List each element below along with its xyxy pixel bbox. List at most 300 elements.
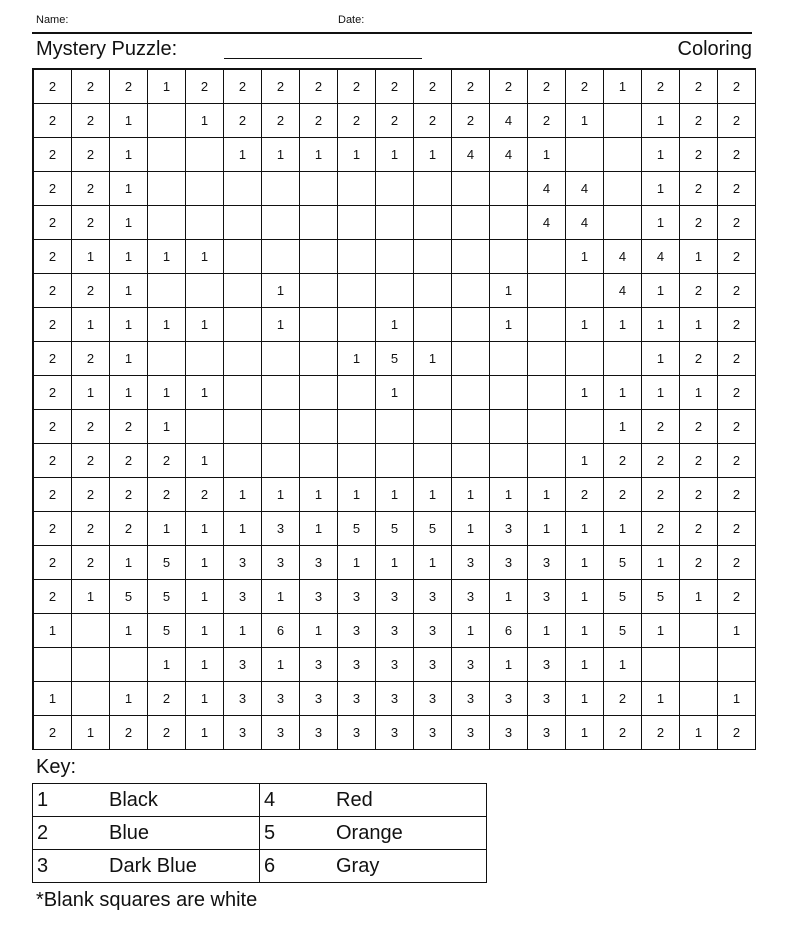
color-key-table xyxy=(32,783,487,883)
grid-cell: 2 xyxy=(34,172,72,206)
grid-cell: 1 xyxy=(642,172,680,206)
grid-cell xyxy=(566,138,604,172)
grid-cell xyxy=(262,206,300,240)
grid-cell: 1 xyxy=(376,308,414,342)
grid-cell: 3 xyxy=(414,682,452,716)
grid-cell: 1 xyxy=(186,546,224,580)
grid-cell: 1 xyxy=(72,308,110,342)
date-label: Date: xyxy=(338,14,365,26)
grid-cell xyxy=(528,376,566,410)
grid-cell: 2 xyxy=(718,478,756,512)
grid-cell: 3 xyxy=(224,580,262,614)
grid-cell xyxy=(224,376,262,410)
grid-cell xyxy=(414,444,452,478)
grid-cell: 2 xyxy=(718,206,756,240)
grid-cell xyxy=(414,206,452,240)
grid-cell: 2 xyxy=(34,206,72,240)
grid-cell: 1 xyxy=(642,614,680,648)
key-number: 2 xyxy=(33,817,110,850)
key-label: Key: xyxy=(36,756,77,778)
grid-cell: 4 xyxy=(490,104,528,138)
grid-cell xyxy=(490,240,528,274)
grid-cell: 2 xyxy=(110,512,148,546)
grid-cell xyxy=(224,308,262,342)
grid-cell: 2 xyxy=(110,478,148,512)
grid-cell: 1 xyxy=(642,342,680,376)
grid-cell: 3 xyxy=(414,716,452,750)
grid-cell: 3 xyxy=(490,512,528,546)
grid-cell: 2 xyxy=(72,512,110,546)
grid-cell: 1 xyxy=(680,376,718,410)
key-row xyxy=(33,817,487,850)
key-row xyxy=(33,850,487,883)
key-number: 4 xyxy=(260,784,337,817)
grid-cell xyxy=(604,104,642,138)
grid-cell: 3 xyxy=(338,716,376,750)
grid-cell: 1 xyxy=(452,478,490,512)
grid-cell xyxy=(224,240,262,274)
grid-cell: 1 xyxy=(224,478,262,512)
grid-cell: 2 xyxy=(680,444,718,478)
grid-cell: 2 xyxy=(34,376,72,410)
grid-cell xyxy=(528,308,566,342)
grid-cell: 5 xyxy=(148,546,186,580)
title-row xyxy=(32,38,752,64)
grid-cell: 1 xyxy=(224,614,262,648)
grid-cell xyxy=(300,172,338,206)
grid-cell xyxy=(376,240,414,274)
grid-cell: 2 xyxy=(452,104,490,138)
grid-cell xyxy=(490,206,528,240)
grid-cell: 1 xyxy=(528,138,566,172)
grid-cell: 2 xyxy=(642,512,680,546)
grid-cell: 2 xyxy=(642,70,680,104)
grid-cell xyxy=(224,410,262,444)
grid-cell xyxy=(604,206,642,240)
grid-cell: 1 xyxy=(148,308,186,342)
grid-cell: 3 xyxy=(452,716,490,750)
grid-cell xyxy=(528,410,566,444)
grid-cell xyxy=(186,206,224,240)
grid-cell xyxy=(300,206,338,240)
grid-cell xyxy=(338,172,376,206)
grid-cell xyxy=(338,444,376,478)
grid-cell: 2 xyxy=(718,716,756,750)
grid-cell xyxy=(680,614,718,648)
grid-cell: 2 xyxy=(680,70,718,104)
grid-cell: 1 xyxy=(642,308,680,342)
grid-cell: 1 xyxy=(604,70,642,104)
key-number: 1 xyxy=(33,784,110,817)
grid-cell xyxy=(490,410,528,444)
grid-cell: 1 xyxy=(186,580,224,614)
grid-cell: 1 xyxy=(300,512,338,546)
number-grid xyxy=(32,68,756,750)
grid-cell xyxy=(376,172,414,206)
grid-cell: 2 xyxy=(718,512,756,546)
grid-cell: 2 xyxy=(300,104,338,138)
grid-cell: 4 xyxy=(490,138,528,172)
grid-cell: 1 xyxy=(452,512,490,546)
grid-cell: 1 xyxy=(110,274,148,308)
grid-cell: 1 xyxy=(718,614,756,648)
grid-cell: 1 xyxy=(148,512,186,546)
grid-cell: 3 xyxy=(528,546,566,580)
grid-cell: 1 xyxy=(718,682,756,716)
grid-cell: 3 xyxy=(224,648,262,682)
grid-cell: 2 xyxy=(414,70,452,104)
name-label: Name: xyxy=(36,14,69,26)
grid-cell xyxy=(148,206,186,240)
grid-cell: 3 xyxy=(452,648,490,682)
grid-cell: 2 xyxy=(300,70,338,104)
grid-cell: 2 xyxy=(604,444,642,478)
grid-cell: 2 xyxy=(148,478,186,512)
grid-cell xyxy=(186,138,224,172)
grid-cell: 1 xyxy=(452,614,490,648)
grid-cell: 2 xyxy=(680,342,718,376)
grid-cell xyxy=(528,240,566,274)
grid-cell: 2 xyxy=(718,240,756,274)
grid-cell: 5 xyxy=(414,512,452,546)
key-color-name: Blue xyxy=(109,817,260,850)
grid-cell: 1 xyxy=(338,546,376,580)
grid-cell: 2 xyxy=(34,104,72,138)
grid-cell: 1 xyxy=(566,682,604,716)
grid-cell: 5 xyxy=(148,580,186,614)
grid-cell: 4 xyxy=(566,172,604,206)
grid-cell xyxy=(338,410,376,444)
grid-cell: 1 xyxy=(148,410,186,444)
grid-cell: 2 xyxy=(566,478,604,512)
grid-cell: 2 xyxy=(680,172,718,206)
grid-cell xyxy=(528,444,566,478)
grid-cell xyxy=(110,648,148,682)
grid-cell: 2 xyxy=(224,70,262,104)
grid-cell: 1 xyxy=(262,648,300,682)
grid-cell xyxy=(300,240,338,274)
grid-cell xyxy=(604,172,642,206)
grid-cell: 3 xyxy=(376,614,414,648)
grid-cell: 1 xyxy=(110,546,148,580)
grid-cell: 2 xyxy=(148,716,186,750)
grid-cell xyxy=(148,104,186,138)
grid-cell: 1 xyxy=(34,682,72,716)
grid-cell: 2 xyxy=(718,546,756,580)
grid-cell: 2 xyxy=(718,580,756,614)
grid-cell: 2 xyxy=(604,716,642,750)
grid-cell: 1 xyxy=(642,206,680,240)
key-color-name: Gray xyxy=(336,850,487,883)
grid-cell: 4 xyxy=(604,240,642,274)
grid-cell: 3 xyxy=(262,682,300,716)
grid-cell: 1 xyxy=(566,716,604,750)
grid-cell: 2 xyxy=(642,444,680,478)
grid-cell: 1 xyxy=(110,342,148,376)
grid-cell: 2 xyxy=(642,410,680,444)
grid-cell: 4 xyxy=(604,274,642,308)
grid-cell: 2 xyxy=(528,70,566,104)
grid-cell: 2 xyxy=(414,104,452,138)
grid-cell xyxy=(338,376,376,410)
grid-cell xyxy=(262,444,300,478)
grid-cell: 2 xyxy=(718,104,756,138)
grid-cell: 1 xyxy=(566,240,604,274)
grid-cell: 1 xyxy=(490,648,528,682)
grid-cell: 1 xyxy=(110,104,148,138)
grid-cell: 3 xyxy=(490,716,528,750)
grid-cell: 3 xyxy=(528,580,566,614)
grid-cell xyxy=(148,342,186,376)
grid-cell: 2 xyxy=(718,70,756,104)
grid-cell: 2 xyxy=(452,70,490,104)
grid-cell: 2 xyxy=(34,138,72,172)
grid-cell: 1 xyxy=(566,308,604,342)
grid-cell: 2 xyxy=(718,444,756,478)
grid-cell: 1 xyxy=(72,716,110,750)
grid-cell: 1 xyxy=(34,614,72,648)
grid-cell: 2 xyxy=(34,716,72,750)
grid-cell xyxy=(414,308,452,342)
grid-cell: 1 xyxy=(528,512,566,546)
grid-cell xyxy=(72,682,110,716)
grid-cell: 3 xyxy=(452,682,490,716)
title-blank-line xyxy=(224,58,422,59)
grid-cell: 1 xyxy=(72,376,110,410)
grid-cell: 1 xyxy=(262,138,300,172)
grid-cell: 2 xyxy=(110,716,148,750)
grid-cell: 2 xyxy=(262,104,300,138)
grid-cell: 1 xyxy=(110,206,148,240)
key-number: 6 xyxy=(260,850,337,883)
grid-cell: 1 xyxy=(566,444,604,478)
grid-cell xyxy=(414,376,452,410)
grid-cell: 1 xyxy=(604,376,642,410)
grid-cell xyxy=(72,614,110,648)
grid-cell xyxy=(376,444,414,478)
grid-cell: 1 xyxy=(642,682,680,716)
grid-cell: 4 xyxy=(642,240,680,274)
grid-cell: 1 xyxy=(642,376,680,410)
grid-cell: 2 xyxy=(680,206,718,240)
grid-cell: 1 xyxy=(110,138,148,172)
grid-cell: 1 xyxy=(566,614,604,648)
grid-cell: 1 xyxy=(680,716,718,750)
grid-cell: 3 xyxy=(338,682,376,716)
grid-cell xyxy=(566,274,604,308)
grid-cell: 2 xyxy=(34,512,72,546)
grid-cell: 2 xyxy=(490,70,528,104)
grid-cell xyxy=(376,274,414,308)
grid-cell: 2 xyxy=(718,342,756,376)
grid-cell: 2 xyxy=(528,104,566,138)
grid-cell: 5 xyxy=(148,614,186,648)
grid-cell xyxy=(452,274,490,308)
grid-cell: 2 xyxy=(680,546,718,580)
grid-cell xyxy=(680,648,718,682)
grid-cell: 1 xyxy=(72,580,110,614)
grid-cell: 1 xyxy=(490,478,528,512)
grid-cell: 3 xyxy=(338,648,376,682)
grid-cell: 1 xyxy=(528,478,566,512)
grid-cell: 1 xyxy=(110,240,148,274)
grid-cell: 1 xyxy=(262,478,300,512)
grid-cell: 1 xyxy=(680,580,718,614)
grid-cell: 1 xyxy=(490,308,528,342)
grid-cell: 1 xyxy=(414,138,452,172)
grid-cell xyxy=(414,172,452,206)
grid-cell: 1 xyxy=(604,648,642,682)
grid-cell: 2 xyxy=(680,478,718,512)
grid-cell: 3 xyxy=(224,682,262,716)
grid-cell: 2 xyxy=(34,580,72,614)
grid-cell: 3 xyxy=(262,546,300,580)
grid-cell: 1 xyxy=(376,478,414,512)
grid-cell: 2 xyxy=(262,70,300,104)
grid-cell: 2 xyxy=(34,274,72,308)
grid-cell: 1 xyxy=(414,342,452,376)
grid-cell: 1 xyxy=(110,614,148,648)
grid-cell: 3 xyxy=(414,614,452,648)
grid-cell xyxy=(338,240,376,274)
grid-cell: 2 xyxy=(72,206,110,240)
grid-cell: 1 xyxy=(186,614,224,648)
grid-cell: 5 xyxy=(376,342,414,376)
key-color-name: Black xyxy=(109,784,260,817)
grid-cell: 2 xyxy=(72,410,110,444)
grid-cell xyxy=(376,410,414,444)
key-number: 5 xyxy=(260,817,337,850)
grid-cell: 4 xyxy=(528,206,566,240)
grid-cell: 1 xyxy=(604,410,642,444)
grid-cell: 1 xyxy=(566,104,604,138)
grid-cell: 1 xyxy=(490,274,528,308)
grid-cell: 5 xyxy=(604,614,642,648)
grid-cell xyxy=(34,648,72,682)
grid-cell: 2 xyxy=(72,138,110,172)
grid-cell: 3 xyxy=(300,546,338,580)
grid-cell: 3 xyxy=(528,648,566,682)
grid-cell: 1 xyxy=(680,308,718,342)
grid-cell: 1 xyxy=(186,682,224,716)
grid-cell: 3 xyxy=(376,580,414,614)
grid-cell: 2 xyxy=(642,716,680,750)
grid-cell: 2 xyxy=(376,70,414,104)
grid-cell xyxy=(680,682,718,716)
grid-cell: 2 xyxy=(34,70,72,104)
grid-cell: 2 xyxy=(680,138,718,172)
grid-cell: 2 xyxy=(34,478,72,512)
grid-cell xyxy=(528,274,566,308)
grid-cell: 3 xyxy=(414,648,452,682)
grid-cell: 1 xyxy=(186,308,224,342)
grid-cell: 3 xyxy=(300,648,338,682)
grid-cell: 3 xyxy=(300,580,338,614)
grid-cell xyxy=(262,376,300,410)
grid-cell: 1 xyxy=(642,104,680,138)
grid-cell: 3 xyxy=(528,716,566,750)
grid-cell: 3 xyxy=(414,580,452,614)
grid-cell: 3 xyxy=(224,546,262,580)
grid-cell: 5 xyxy=(110,580,148,614)
grid-cell: 4 xyxy=(528,172,566,206)
grid-cell: 5 xyxy=(604,546,642,580)
grid-cell: 2 xyxy=(718,410,756,444)
grid-cell: 2 xyxy=(72,172,110,206)
grid-cell xyxy=(338,308,376,342)
grid-cell: 4 xyxy=(452,138,490,172)
grid-cell: 3 xyxy=(338,614,376,648)
grid-cell xyxy=(300,444,338,478)
key-color-name: Red xyxy=(336,784,487,817)
grid-cell: 1 xyxy=(528,614,566,648)
grid-cell xyxy=(300,308,338,342)
grid-cell: 1 xyxy=(338,342,376,376)
grid-cell: 1 xyxy=(642,546,680,580)
grid-cell xyxy=(642,648,680,682)
grid-cell: 5 xyxy=(338,512,376,546)
grid-cell: 1 xyxy=(338,138,376,172)
grid-cell xyxy=(604,138,642,172)
grid-cell: 3 xyxy=(262,512,300,546)
grid-cell: 2 xyxy=(642,478,680,512)
grid-cell xyxy=(224,342,262,376)
grid-cell: 1 xyxy=(566,546,604,580)
grid-cell: 3 xyxy=(528,682,566,716)
grid-cell: 2 xyxy=(110,410,148,444)
grid-cell xyxy=(414,274,452,308)
grid-cell xyxy=(186,274,224,308)
grid-cell xyxy=(186,342,224,376)
key-row xyxy=(33,784,487,817)
grid-cell: 1 xyxy=(186,648,224,682)
grid-cell xyxy=(566,342,604,376)
grid-cell xyxy=(452,206,490,240)
grid-cell: 2 xyxy=(72,274,110,308)
grid-cell xyxy=(262,172,300,206)
grid-cell: 3 xyxy=(376,648,414,682)
grid-cell: 2 xyxy=(186,478,224,512)
grid-cell: 2 xyxy=(34,342,72,376)
grid-cell: 1 xyxy=(604,512,642,546)
grid-cell: 3 xyxy=(376,716,414,750)
grid-cell: 1 xyxy=(148,376,186,410)
grid-cell xyxy=(490,376,528,410)
grid-cell xyxy=(490,444,528,478)
grid-cell: 2 xyxy=(72,546,110,580)
grid-cell xyxy=(186,410,224,444)
grid-cell xyxy=(452,444,490,478)
grid-cell: 1 xyxy=(110,682,148,716)
grid-cell: 4 xyxy=(566,206,604,240)
grid-cell: 1 xyxy=(262,274,300,308)
grid-cell: 2 xyxy=(34,444,72,478)
grid-cell: 2 xyxy=(34,308,72,342)
grid-cell: 1 xyxy=(186,444,224,478)
grid-cell: 2 xyxy=(718,138,756,172)
grid-cell xyxy=(148,138,186,172)
grid-cell xyxy=(490,342,528,376)
grid-cell: 1 xyxy=(186,716,224,750)
grid-cell: 1 xyxy=(148,648,186,682)
grid-cell: 1 xyxy=(300,478,338,512)
grid-cell: 1 xyxy=(186,512,224,546)
grid-cell: 2 xyxy=(34,546,72,580)
grid-cell: 3 xyxy=(262,716,300,750)
grid-cell: 2 xyxy=(718,274,756,308)
grid-cell: 2 xyxy=(680,410,718,444)
grid-cell: 2 xyxy=(72,342,110,376)
